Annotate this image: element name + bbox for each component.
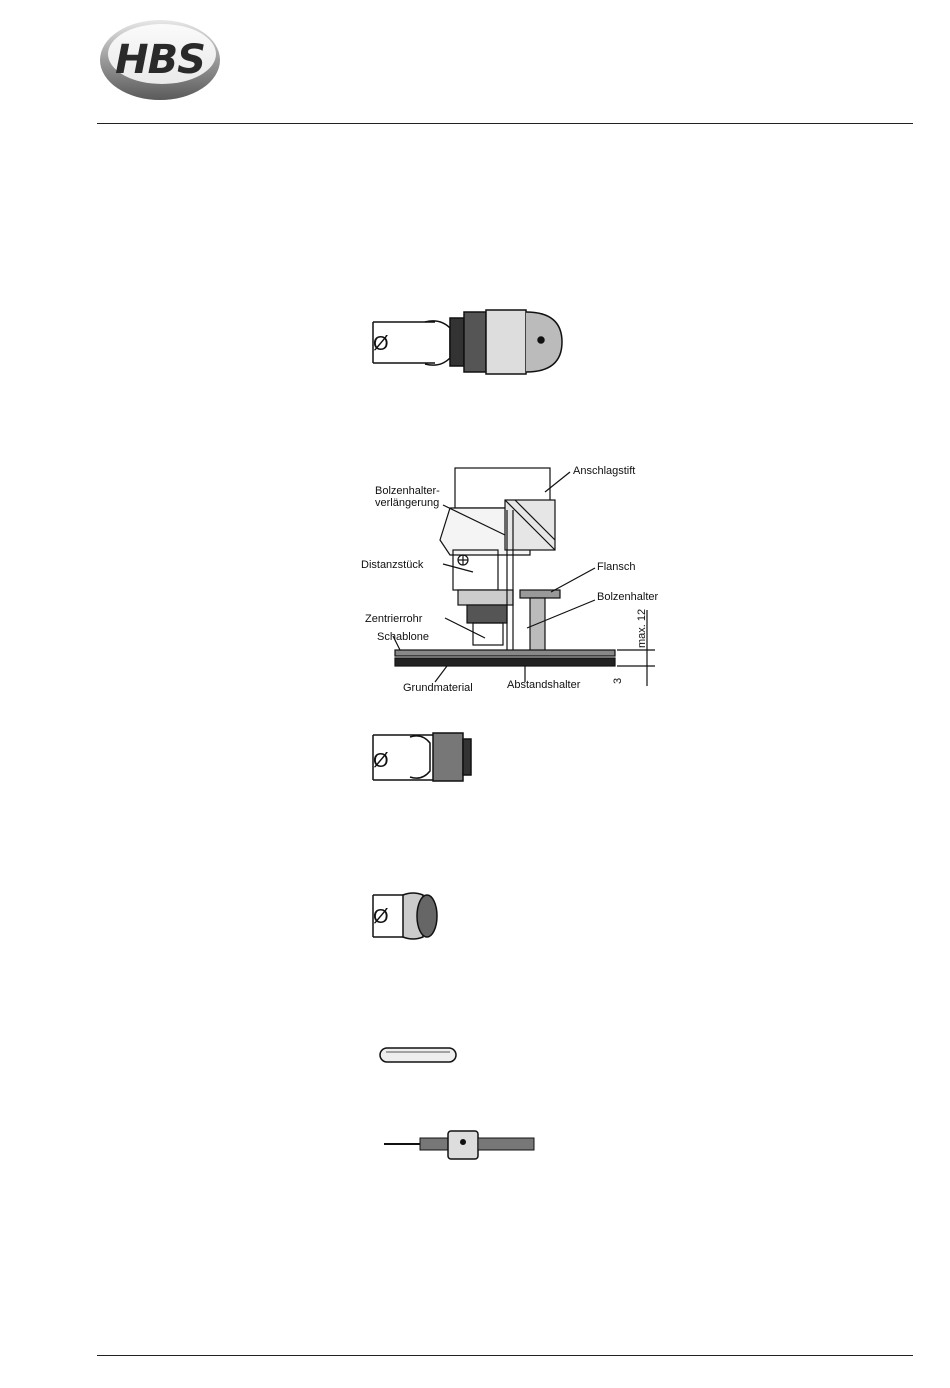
dimension-3: 3: [612, 677, 624, 684]
figure-pin: [376, 1044, 460, 1068]
label-zentrierrohr: Zentrierrohr: [365, 613, 423, 625]
label-abstandshalter: Abstandshalter: [507, 679, 581, 691]
figure-threaded-extension: [380, 1125, 540, 1167]
logo-text: HBS: [115, 37, 205, 83]
label-schablone: Schablone: [377, 631, 429, 643]
figure-holder-1: [365, 300, 575, 385]
label-bolzenhalter-verlaengerung-1: Bolzenhalter-: [375, 485, 440, 497]
diameter-symbol: Ø: [373, 750, 389, 772]
figure-holder-3: [365, 885, 445, 943]
footer-rule: [97, 1355, 913, 1356]
diameter-symbol: Ø: [373, 906, 389, 928]
label-bolzenhalter-verlaengerung-2: verlängerung: [375, 497, 440, 509]
figure-holder-2: [365, 725, 480, 787]
label-bolzenhalter: Bolzenhalter: [597, 591, 659, 603]
header-rule: [97, 123, 913, 124]
label-distanzstueck: Distanzstück: [361, 559, 424, 571]
figure-assembly: [355, 460, 665, 700]
label-flansch: Flansch: [597, 561, 636, 573]
label-grundmaterial: Grundmaterial: [403, 682, 473, 694]
label-anschlagstift: Anschlagstift: [573, 465, 636, 477]
diameter-symbol: Ø: [373, 333, 389, 355]
dimension-max12: max. 12: [636, 608, 648, 648]
hbs-logo: [92, 14, 228, 106]
